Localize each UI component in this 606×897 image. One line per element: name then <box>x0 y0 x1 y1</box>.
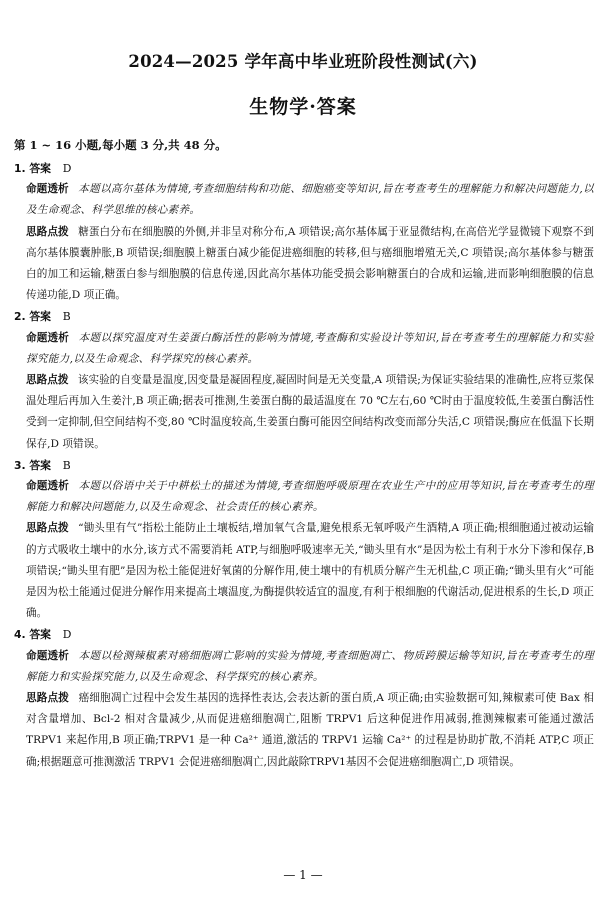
hint-text: “锄头里有气”指松土能防止土壤板结,增加氧气含量,避免根系无氧呼吸产生酒精,A 项正确;根细胞通过被动运输的方式吸收土壤中的水分,该方式不需要消耗 ATP,与细胞呼吸速率无关,“锄头里有水”是因为松土有利于水分下渗和保存,B 项错误;“锄头里有肥”是因为松土能促进好氧菌的分解作用,使土壤中的有机质分解产生无机盐,C 项正确;“锄头里有火”可能是因为松土能通过促进分解作用来提高土壤温度,为酶提供较适宜的温度,有利于根细胞的代谢活动,促进根系的生长,D 项正确。 <box>26 522 594 620</box>
analysis-text: 本题以探究温度对生姜蛋白酶活性的影响为情境,考查酶和实验设计等知识,旨在考查考生的理解能力和实验探究能力,以及生命观念、科学探究的核心素养。 <box>26 331 595 365</box>
hint-paragraph <box>14 222 594 307</box>
page-title: 2024—2025 学年高中毕业班阶段性测试(六) <box>128 52 478 71</box>
question-block <box>14 624 594 772</box>
hint-text: 糖蛋白分布在细胞膜的外侧,并非呈对称分布,A 项错误;高尔基体属于亚显微结构,在高倍光学显微镜下观察不到高尔基体膜囊肿胀,B 项错误;细胞膜上糖蛋白减少能促进癌细胞的转移,但与癌细胞增殖无关,C 项错误;高尔基体参与糖蛋白的加工和运输,糖蛋白参与细胞膜的信息传递,因此高尔基体功能受损会影响糖蛋白的合成和运输,进而影响细胞膜的信息传递功能,D 项正确。 <box>26 225 595 302</box>
answer-value: D <box>62 628 72 642</box>
hint-label: 思路点拨 <box>26 374 69 387</box>
analysis-paragraph <box>14 179 594 221</box>
question-block <box>14 455 594 625</box>
section-intro: 第 1 ~ 16 小题,每小题 3 分,共 48 分。 <box>14 138 227 152</box>
analysis-label: 命题透析 <box>26 480 69 493</box>
analysis-text: 本题以检测辣椒素对癌细胞凋亡影响的实验为情境,考查细胞凋亡、物质跨膜运输等知识,旨在考查考生的理解能力和实验探究能力,以及生命观念、科学探究的核心素养。 <box>26 649 595 683</box>
analysis-paragraph <box>14 646 594 688</box>
answer-value: D <box>62 162 72 175</box>
analysis-text: 本题以俗语中关于中耕松土的描述为情境,考查细胞呼吸原理在农业生产中的应用等知识,旨在考查考生的理解能力和解决问题能力,以及生命观念、社会责任的核心素养。 <box>26 480 595 514</box>
answer-label: 答案 <box>29 162 51 175</box>
question-header <box>14 158 594 179</box>
hint-text: 该实验的自变量是温度,因变量是凝固程度,凝固时间是无关变量,A 项错误;为保证实验结果的准确性,应将豆浆保温处理后再加入生姜汁,B 项正确;据表可推测,生姜蛋白酶的最适温度在 70 ℃左右,60 ℃时由于温度较低,生姜蛋白酶活性受到一定抑制,但空间结构不变,80 ℃时温度较高,生姜蛋白酶可能因空间结构改变而部分失活,C 项错误;酶应在低温下长期保存,D 项错误。 <box>26 374 595 450</box>
question-header <box>14 455 594 476</box>
analysis-label: 命题透析 <box>26 649 69 662</box>
hint-text: 癌细胞凋亡过程中会发生基因的选择性表达,会表达新的蛋白质,A 项正确;由实验数据可知,辣椒素可使 Bax 相对含量增加、Bcl-2 相对含量减少,从而促进癌细胞凋亡,阻断 TRPV1 后这种促进作用减弱,推测辣椒素可能通过激活 TRPV1 来起作用,B 项正确;TRPV1 是一种 Ca²⁺ 通道,激活的 TRPV1 运输 Ca²⁺ 的过程是协助扩散,不消耗 ATP,C 项正确;根据题意可推测激活 TRPV1 会促进癌细胞凋亡,因此敲除TRPV1基因不会促进癌细胞凋亡,D 项错误。 <box>26 692 595 768</box>
hint-label: 思路点拨 <box>26 225 69 238</box>
hint-label: 思路点拨 <box>26 522 69 535</box>
analysis-paragraph <box>14 476 594 518</box>
page-subtitle: 生物学·答案 <box>249 96 357 118</box>
questions-list <box>14 158 594 773</box>
answer-value: B <box>62 458 71 472</box>
analysis-label: 命题透析 <box>26 331 69 344</box>
answer-label: 答案 <box>29 628 51 642</box>
analysis-text: 本题以高尔基体为情境,考查细胞结构和功能、细胞癌变等知识,旨在考查考生的理解能力和解决问题能力,以及生命观念、科学思维的核心素养。 <box>26 183 594 217</box>
hint-paragraph <box>14 370 594 455</box>
hint-paragraph <box>14 518 594 624</box>
question-block <box>14 158 594 306</box>
answer-value: B <box>62 310 71 324</box>
question-header <box>14 306 594 327</box>
hint-paragraph <box>14 688 594 773</box>
question-block <box>14 306 594 454</box>
analysis-label: 命题透析 <box>26 183 69 196</box>
hint-label: 思路点拨 <box>26 692 70 705</box>
question-number: 2. <box>14 310 26 324</box>
question-number: 4. <box>14 628 26 642</box>
analysis-paragraph <box>14 328 594 370</box>
answer-label: 答案 <box>29 310 51 324</box>
question-header <box>14 624 594 645</box>
page-number: — 1 — <box>283 868 323 882</box>
question-number: 1. <box>14 162 26 175</box>
question-number: 3. <box>14 458 26 472</box>
answer-label: 答案 <box>29 458 51 472</box>
